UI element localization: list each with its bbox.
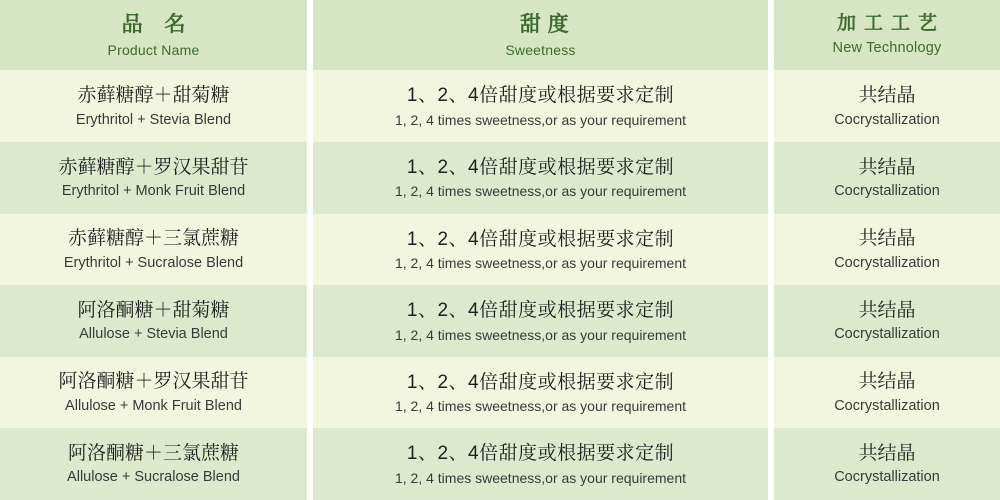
cell-technology: [774, 214, 1000, 286]
product-name-cn: 赤藓糖醇＋甜菊糖: [77, 84, 230, 106]
product-name-cn: 阿洛酮糖＋三氯蔗糖: [67, 442, 239, 464]
technology-en: Cocrystallization: [834, 254, 940, 271]
product-name-cn: 阿洛酮糖＋罗汉果甜苷: [58, 371, 249, 393]
cell-product-name: [0, 214, 307, 286]
technology-cn: 共结晶: [858, 442, 916, 464]
cell-sweetness: [313, 70, 768, 142]
cell-sweetness: [313, 214, 768, 286]
sweetness-cn: 1、2、4倍甜度或根据要求定制: [406, 300, 675, 322]
cell-product-name: [0, 142, 307, 214]
product-name-en: Erythritol + Monk Fruit Blend: [61, 183, 246, 200]
cell-technology: [774, 285, 1000, 357]
technology-en: Cocrystallization: [834, 183, 940, 200]
cell-sweetness: [313, 285, 768, 357]
technology-cn: 共结晶: [858, 299, 916, 321]
sweetness-cn: 1、2、4倍甜度或根据要求定制: [406, 156, 675, 178]
table-row: [0, 357, 1000, 429]
technology-cn: 共结晶: [858, 371, 916, 393]
product-name-cn: 阿洛酮糖＋甜菊糖: [77, 299, 230, 321]
technology-en: Cocrystallization: [834, 397, 940, 414]
sweetness-cn: 1、2、4倍甜度或根据要求定制: [406, 228, 675, 250]
product-name-en: Allulose + Sucralose Blend: [67, 469, 240, 486]
table-row: [0, 214, 1000, 286]
technology-en: Cocrystallization: [834, 469, 940, 486]
cell-product-name: [0, 428, 307, 500]
cell-sweetness: [313, 428, 768, 500]
cell-technology: [774, 357, 1000, 429]
technology-cn: 共结晶: [858, 228, 916, 250]
sweetness-en: 1, 2, 4 times sweetness,or as your requirement: [394, 398, 687, 415]
table-row: [0, 428, 1000, 500]
sweetness-cn: 1、2、4倍甜度或根据要求定制: [406, 371, 675, 393]
sweetness-cn: 1、2、4倍甜度或根据要求定制: [406, 443, 675, 465]
header-product-name-cn: 品 名: [121, 13, 194, 37]
product-name-cn: 赤藓糖醇＋罗汉果甜苷: [58, 156, 249, 178]
cell-technology: [774, 142, 1000, 214]
sweetness-en: 1, 2, 4 times sweetness,or as your requirement: [394, 326, 687, 343]
product-name-cn: 赤藓糖醇＋三氯蔗糖: [67, 228, 239, 250]
sweetness-en: 1, 2, 4 times sweetness,or as your requirement: [394, 469, 687, 486]
header-technology-cn: 加工工艺: [836, 13, 945, 35]
cell-product-name: [0, 357, 307, 429]
cell-product-name: [0, 70, 307, 142]
technology-cn: 共结晶: [858, 156, 916, 178]
cell-technology: [774, 428, 1000, 500]
header-cell-product-name: [0, 0, 307, 70]
technology-cn: 共结晶: [858, 84, 916, 106]
technology-en: Cocrystallization: [834, 326, 940, 343]
sweetness-en: 1, 2, 4 times sweetness,or as your requirement: [394, 111, 687, 128]
technology-en: Cocrystallization: [834, 111, 940, 128]
table-row: [0, 285, 1000, 357]
sweetness-cn: 1、2、4倍甜度或根据要求定制: [406, 85, 675, 107]
header-cell-sweetness: [313, 0, 768, 70]
sweetness-en: 1, 2, 4 times sweetness,or as your requirement: [394, 183, 687, 200]
cell-sweetness: [313, 142, 768, 214]
header-technology-en: New Technology: [832, 39, 942, 56]
product-name-en: Allulose + Monk Fruit Blend: [65, 397, 242, 414]
table-row: [0, 70, 1000, 142]
table-row: [0, 142, 1000, 214]
sweetness-en: 1, 2, 4 times sweetness,or as your requirement: [394, 255, 687, 272]
cell-technology: [774, 70, 1000, 142]
table-header-row: [0, 0, 1000, 70]
product-name-en: Allulose + Stevia Blend: [79, 326, 228, 343]
header-sweetness-cn: 甜 度: [519, 13, 570, 37]
header-product-name-en: Product Name: [107, 41, 200, 58]
product-name-en: Erythritol + Stevia Blend: [75, 111, 232, 128]
cell-sweetness: [313, 357, 768, 429]
header-cell-technology: [774, 0, 1000, 70]
cell-product-name: [0, 285, 307, 357]
product-name-en: Erythritol + Sucralose Blend: [63, 254, 244, 271]
header-sweetness-en: Sweetness: [505, 41, 576, 58]
